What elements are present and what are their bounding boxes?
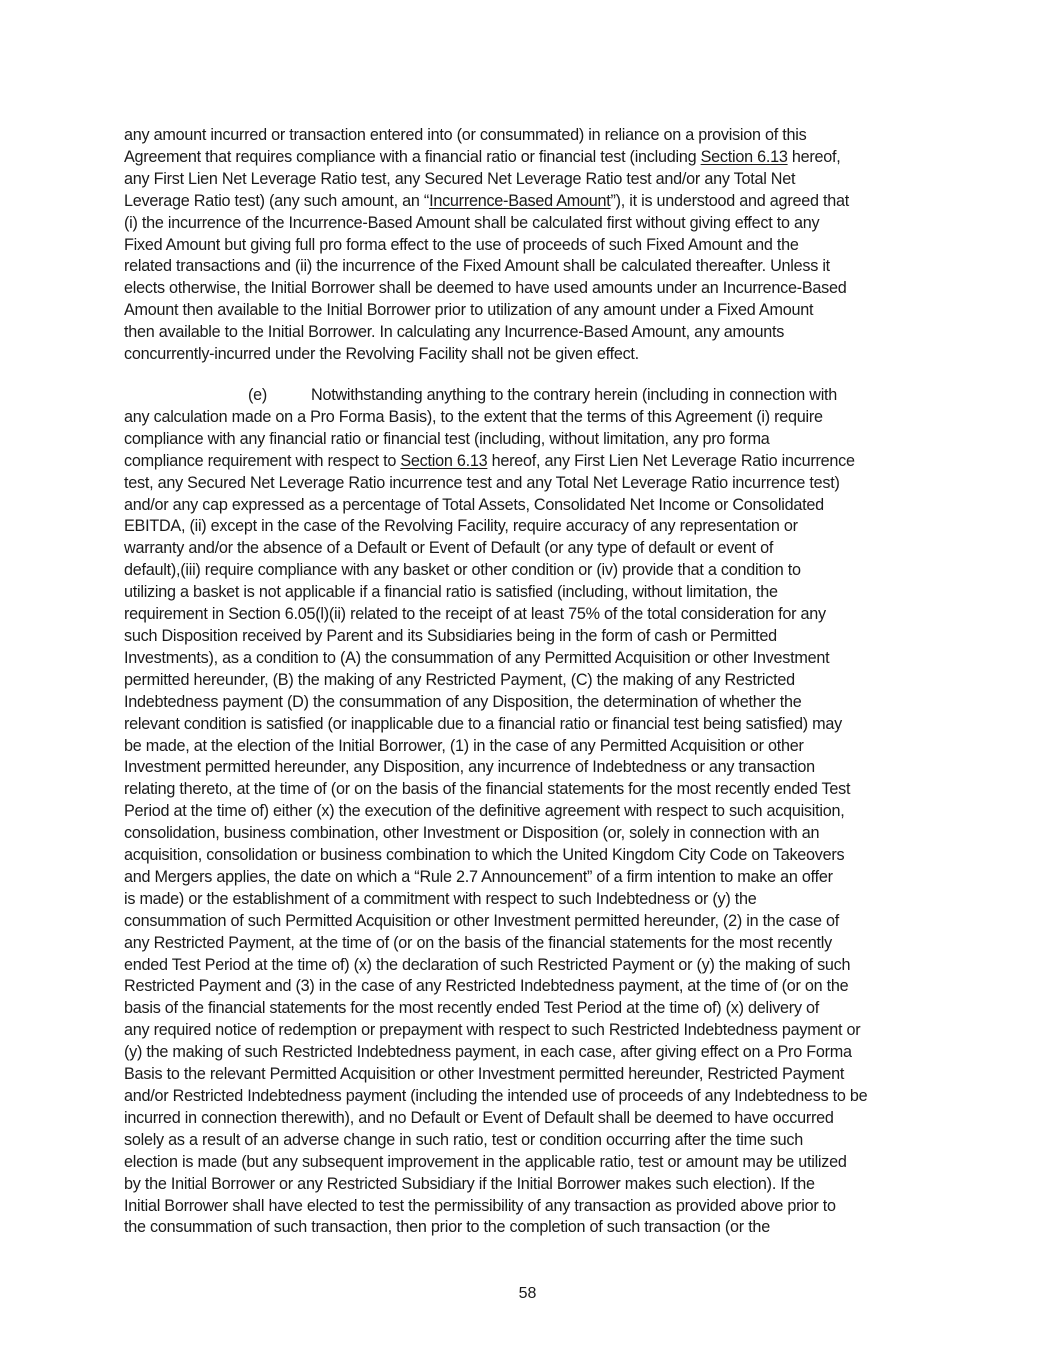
text-line: concurrently-incurred under the Revolving Facility shall not be given effect. [124,345,639,364]
text-line: Fixed Amount but giving full pro forma effect to the use of proceeds of such Fixed Amount and the [124,235,799,254]
defined-term: Incurrence-Based Amount [429,191,611,210]
text-line: compliance with any financial ratio or financial test (including, without limitation, any pro forma [124,429,770,448]
text-line: and Mergers applies, the date on which a “Rule 2.7 Announcement” of a firm intention to make an offer [124,867,833,886]
text-line: (i) the incurrence of the Incurrence-Based Amount shall be calculated first without giving effect to any [124,213,820,232]
paragraph-e [124,385,936,1239]
text-line: compliance requirement with respect to Section 6.13 hereof, any First Lien Net Leverage Ratio incurrence [124,451,855,470]
text-line: ended Test Period at the time of) (x) the declaration of such Restricted Payment or (y) the making of such [124,955,851,974]
text-line: and/or any cap expressed as a percentage of Total Assets, Consolidated Net Income or Consolidated [124,495,824,514]
text-line: Basis to the relevant Permitted Acquisition or other Investment permitted hereunder, Restricted Payment [124,1065,845,1084]
text-line: Investments), as a condition to (A) the consummation of any Permitted Acquisition or other Investment [124,648,830,667]
text-line: Restricted Payment and (3) in the case of any Restricted Indebtedness payment, at the time of (or on the [124,977,849,996]
text-line: Period at the time of) either (x) the execution of the definitive agreement with respect to such acquisition, [124,802,845,821]
text-line: acquisition, consolidation or business combination to which the United Kingdom City Code on Takeovers [124,846,845,865]
text-line: then available to the Initial Borrower. In calculating any Incurrence-Based Amount, any amounts [124,323,785,342]
text-line: basis of the financial statements for the most recently ended Test Period at the time of) (x) delivery of [124,999,820,1018]
text-line: warranty and/or the absence of a Default or Event of Default (or any type of default or event of [124,539,774,558]
text-line: solely as a result of an adverse change in such ratio, test or condition occurring after the time such [124,1130,804,1149]
text-line: any First Lien Net Leverage Ratio test, any Secured Net Leverage Ratio test and/or any Total Net [124,169,796,188]
text-line: Indebtedness payment (D) the consummation of any Disposition, the determination of whether the [124,692,802,711]
text-line: any required notice of redemption or prepayment with respect to such Restricted Indebtedness payment or [124,1021,861,1040]
text-line: default),(iii) require compliance with any basket or other condition or (iv) provide that a condition to [124,561,801,580]
text-line: is made) or the establishment of a commitment with respect to such Indebtedness or (y) the [124,889,757,908]
text-line: incurred in connection therewith), and no Default or Event of Default shall be deemed to have occurred [124,1108,834,1127]
text-line: related transactions and (ii) the incurrence of the Fixed Amount shall be calculated thereafter. Unless it [124,257,830,276]
text-line: (e) Notwithstanding anything to the contrary herein (including in connection with [124,385,936,407]
text-line: Initial Borrower shall have elected to test the permissibility of any transaction as provided above prior to [124,1196,836,1215]
text-line: election is made (but any subsequent improvement in the applicable ratio, test or amount may be utilized [124,1152,847,1171]
text-line: relevant condition is satisfied (or inapplicable due to a financial ratio or financial test being satisfied) may [124,714,842,733]
page-number: 58 [518,1285,537,1302]
paragraph-number: (e) [248,386,268,404]
text-line: Amount then available to the Initial Borrower prior to utilization of any amount under a Fixed Amount [124,301,814,320]
text-line: any Restricted Payment, at the time of (or on the basis of the financial statements for the most recently [124,933,832,952]
text-line: (y) the making of such Restricted Indebtedness payment, in each case, after giving effect on a Pro Forma [124,1043,852,1062]
text-line: such Disposition received by Parent and its Subsidiaries being in the form of cash or Permitted [124,626,777,645]
text-line: Agreement that requires compliance with a financial ratio or financial test (including Section 6.13 hereof, [124,147,841,166]
text-line: be made, at the election of the Initial Borrower, (1) in the case of any Permitted Acquisition or other [124,736,804,755]
paragraph-continuation [124,125,936,366]
text-line: utilizing a basket is not applicable if a financial ratio is satisfied (including, without limitation, the [124,583,778,602]
text-line: test, any Secured Net Leverage Ratio incurrence test and any Total Net Leverage Ratio incurrence test) [124,473,840,492]
text-line: permitted hereunder, (B) the making of any Restricted Payment, (C) the making of any Restricted [124,670,795,689]
section-reference: Section 6.13 [400,451,488,470]
text-line: and/or Restricted Indebtedness payment (including the intended use of proceeds of any Indebtedness to be [124,1087,868,1105]
text-line: requirement in Section 6.05(l)(ii) related to the receipt of at least 75% of the total consideration for any [124,605,826,624]
text-line: relating thereto, at the time of (or on the basis of the financial statements for the most recently ended Test [124,780,851,799]
text-line: Investment permitted hereunder, any Disposition, any incurrence of Indebtedness or any transaction [124,758,815,777]
text-line: the consummation of such transaction, then prior to the completion of such transaction (or the [124,1218,770,1237]
text-line: any calculation made on a Pro Forma Basis), to the extent that the terms of this Agreement (i) require [124,407,823,426]
text-line: consolidation, business combination, other Investment or Disposition (or, solely in connection with an [124,824,820,843]
text-line: any amount incurred or transaction entered into (or consummated) in reliance on a provision of this [124,126,807,144]
text-line: by the Initial Borrower or any Restricted Subsidiary if the Initial Borrower makes such election). If the [124,1174,815,1193]
text-line: consummation of such Permitted Acquisition or other Investment permitted hereunder, (2) in the case of [124,911,840,930]
text-line: Leverage Ratio test) (any such amount, an “Incurrence-Based Amount”), it is understood and agreed that [124,191,849,210]
text-line: elects otherwise, the Initial Borrower shall be deemed to have used amounts under an Incurrence-Based [124,279,847,298]
text-line: EBITDA, (ii) except in the case of the Revolving Facility, require accuracy of any representation or [124,517,798,536]
section-reference: Section 6.13 [700,147,788,166]
